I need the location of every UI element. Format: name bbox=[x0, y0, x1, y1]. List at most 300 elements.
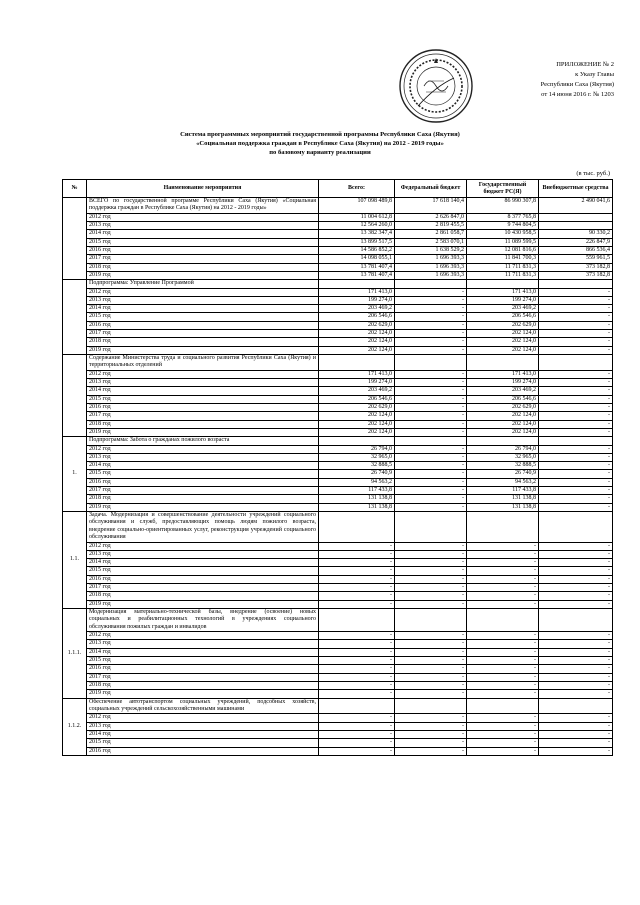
year-regional-cell: 32 965,0 bbox=[467, 453, 539, 461]
year-regional-cell: 32 888,5 bbox=[467, 462, 539, 470]
year-total-cell: 202 124,0 bbox=[319, 428, 395, 436]
year-regional-cell: - bbox=[467, 567, 539, 575]
year-regional-cell: - bbox=[467, 648, 539, 656]
year-row bbox=[63, 665, 613, 673]
year-total-cell: - bbox=[319, 542, 395, 550]
year-row bbox=[63, 247, 613, 255]
year-federal-cell: - bbox=[395, 730, 467, 738]
year-row bbox=[63, 222, 613, 230]
year-extra-cell: - bbox=[539, 542, 613, 550]
column-header: Всего: bbox=[319, 180, 395, 198]
year-row bbox=[63, 722, 613, 730]
year-extra-cell: - bbox=[539, 503, 613, 511]
year-federal-cell: - bbox=[395, 575, 467, 583]
year-label: 2016 год bbox=[87, 321, 319, 329]
section-total-cell bbox=[319, 511, 395, 542]
year-federal-cell: - bbox=[395, 673, 467, 681]
year-total-cell: 26 740,9 bbox=[319, 470, 395, 478]
year-label: 2015 год bbox=[87, 395, 319, 403]
appendix-line: от 14 июня 2016 г. № 1203 bbox=[541, 91, 614, 98]
year-row bbox=[63, 271, 613, 279]
year-regional-cell: 202 124,0 bbox=[467, 412, 539, 420]
year-extra-cell: - bbox=[539, 330, 613, 338]
year-total-cell: - bbox=[319, 567, 395, 575]
section-extra-cell bbox=[539, 511, 613, 542]
year-extra-cell bbox=[539, 222, 613, 230]
year-label: 2014 год bbox=[87, 648, 319, 656]
section-regional-cell bbox=[467, 437, 539, 445]
year-total-cell: 12 564 260,0 bbox=[319, 222, 395, 230]
year-federal-cell: - bbox=[395, 600, 467, 608]
year-row bbox=[63, 255, 613, 263]
year-label: 2016 год bbox=[87, 747, 319, 755]
year-extra-cell: - bbox=[539, 567, 613, 575]
year-regional-cell: 202 124,0 bbox=[467, 420, 539, 428]
year-regional-cell: - bbox=[467, 559, 539, 567]
year-regional-cell: - bbox=[467, 550, 539, 558]
year-row bbox=[63, 673, 613, 681]
year-regional-cell: - bbox=[467, 657, 539, 665]
year-label: 2013 год bbox=[87, 379, 319, 387]
section-extra-cell bbox=[539, 608, 613, 631]
year-extra-cell: - bbox=[539, 470, 613, 478]
year-federal-cell: 1 638 529,2 bbox=[395, 247, 467, 255]
year-federal-cell: 2 626 847,0 bbox=[395, 213, 467, 221]
year-label: 2014 год bbox=[87, 462, 319, 470]
year-total-cell: 13 781 407,4 bbox=[319, 263, 395, 271]
year-federal-cell: - bbox=[395, 747, 467, 755]
year-regional-cell: 8 377 765,8 bbox=[467, 213, 539, 221]
year-federal-cell: 1 696 393,3 bbox=[395, 255, 467, 263]
year-total-cell: 13 781 407,4 bbox=[319, 271, 395, 279]
year-total-cell: - bbox=[319, 600, 395, 608]
year-extra-cell: - bbox=[539, 600, 613, 608]
section-federal-cell bbox=[395, 437, 467, 445]
year-total-cell: - bbox=[319, 722, 395, 730]
year-row bbox=[63, 338, 613, 346]
year-federal-cell: - bbox=[395, 453, 467, 461]
year-label: 2017 год bbox=[87, 487, 319, 495]
year-extra-cell: - bbox=[539, 487, 613, 495]
section-row bbox=[63, 198, 613, 214]
year-total-cell: - bbox=[319, 665, 395, 673]
year-extra-cell: - bbox=[539, 338, 613, 346]
year-regional-cell: 203 469,2 bbox=[467, 305, 539, 313]
year-federal-cell: 2 819 455,5 bbox=[395, 222, 467, 230]
year-row bbox=[63, 263, 613, 271]
year-total-cell: 202 124,0 bbox=[319, 346, 395, 354]
year-label: 2013 год bbox=[87, 453, 319, 461]
year-extra-cell: - bbox=[539, 665, 613, 673]
year-row bbox=[63, 428, 613, 436]
section-extra-cell: 2 490 041,6 bbox=[539, 198, 613, 214]
year-label: 2012 год bbox=[87, 542, 319, 550]
section-row bbox=[63, 437, 613, 445]
year-row bbox=[63, 690, 613, 698]
year-label: 2019 год bbox=[87, 503, 319, 511]
year-total-cell: - bbox=[319, 632, 395, 640]
year-federal-cell: - bbox=[395, 714, 467, 722]
year-regional-cell: 202 124,0 bbox=[467, 346, 539, 354]
official-seal bbox=[398, 48, 474, 124]
year-label: 2015 год bbox=[87, 313, 319, 321]
year-label: 2016 год bbox=[87, 665, 319, 673]
title-line: Система программных мероприятий государственной программы Республики Саха (Якутия) bbox=[180, 131, 460, 138]
section-name: Модернизация материально-технической базы, внедрение (освоение) новых социальных и реабилитационных технологий в учреждениях социального обслуживания пожилых граждан и инвалидов bbox=[87, 608, 319, 631]
year-federal-cell: - bbox=[395, 370, 467, 378]
year-total-cell: 202 629,0 bbox=[319, 321, 395, 329]
year-regional-cell: - bbox=[467, 739, 539, 747]
year-total-cell: - bbox=[319, 714, 395, 722]
year-regional-cell: - bbox=[467, 673, 539, 681]
year-total-cell: - bbox=[319, 648, 395, 656]
year-label: 2018 год bbox=[87, 495, 319, 503]
appendix-line: ПРИЛОЖЕНИЕ № 2 bbox=[556, 61, 614, 68]
year-row bbox=[63, 657, 613, 665]
section-row bbox=[63, 280, 613, 288]
year-row bbox=[63, 550, 613, 558]
year-total-cell: 13 382 347,4 bbox=[319, 230, 395, 238]
year-label: 2018 год bbox=[87, 592, 319, 600]
year-label: 2016 год bbox=[87, 478, 319, 486]
year-regional-cell: 171 413,0 bbox=[467, 288, 539, 296]
year-row bbox=[63, 288, 613, 296]
year-extra-cell: - bbox=[539, 379, 613, 387]
year-label: 2012 год bbox=[87, 632, 319, 640]
year-row bbox=[63, 346, 613, 354]
year-federal-cell: - bbox=[395, 495, 467, 503]
year-regional-cell: - bbox=[467, 681, 539, 689]
year-regional-cell: 10 430 958,5 bbox=[467, 230, 539, 238]
section-regional-cell: 86 990 307,8 bbox=[467, 198, 539, 214]
year-extra-cell: 373 182,8 bbox=[539, 271, 613, 279]
year-regional-cell: - bbox=[467, 722, 539, 730]
year-row bbox=[63, 387, 613, 395]
section-federal-cell bbox=[395, 511, 467, 542]
year-regional-cell: - bbox=[467, 592, 539, 600]
year-row bbox=[63, 632, 613, 640]
year-total-cell: 206 546,6 bbox=[319, 395, 395, 403]
year-label: 2019 год bbox=[87, 690, 319, 698]
year-row bbox=[63, 412, 613, 420]
year-federal-cell: - bbox=[395, 478, 467, 486]
year-extra-cell: - bbox=[539, 673, 613, 681]
year-total-cell: 202 629,0 bbox=[319, 403, 395, 411]
section-row bbox=[63, 608, 613, 631]
section-extra-cell bbox=[539, 280, 613, 288]
year-row bbox=[63, 730, 613, 738]
year-federal-cell: - bbox=[395, 542, 467, 550]
year-row bbox=[63, 321, 613, 329]
year-federal-cell: - bbox=[395, 445, 467, 453]
column-header: Федеральный бюджет bbox=[395, 180, 467, 198]
year-federal-cell: - bbox=[395, 657, 467, 665]
year-label: 2019 год bbox=[87, 346, 319, 354]
year-total-cell: 26 794,0 bbox=[319, 445, 395, 453]
section-row bbox=[63, 354, 613, 370]
year-label: 2012 год bbox=[87, 445, 319, 453]
year-total-cell: 94 563,2 bbox=[319, 478, 395, 486]
year-extra-cell: - bbox=[539, 403, 613, 411]
year-extra-cell: - bbox=[539, 288, 613, 296]
year-row bbox=[63, 487, 613, 495]
year-extra-cell bbox=[539, 213, 613, 221]
year-row bbox=[63, 495, 613, 503]
year-regional-cell: - bbox=[467, 730, 539, 738]
section-number: 1.1.2. bbox=[63, 698, 87, 755]
year-extra-cell: 373 182,8 bbox=[539, 263, 613, 271]
year-row bbox=[63, 395, 613, 403]
section-name: ВСЕГО по государственной программе Республики Саха (Якутия) «Социальная поддержка граждан в Республике Саха (Якутия) на 2012 - 2019 годы» bbox=[87, 198, 319, 214]
year-federal-cell: - bbox=[395, 648, 467, 656]
year-regional-cell: 206 546,6 bbox=[467, 395, 539, 403]
section-regional-cell bbox=[467, 698, 539, 714]
section-row bbox=[63, 511, 613, 542]
year-row bbox=[63, 584, 613, 592]
year-extra-cell: 226 847,9 bbox=[539, 238, 613, 246]
year-federal-cell: - bbox=[395, 305, 467, 313]
year-regional-cell: - bbox=[467, 575, 539, 583]
year-federal-cell: - bbox=[395, 632, 467, 640]
unit-note: (в тыс. руб.) bbox=[576, 170, 610, 177]
section-federal-cell bbox=[395, 354, 467, 370]
year-federal-cell: 1 696 393,3 bbox=[395, 263, 467, 271]
year-total-cell: 131 138,8 bbox=[319, 495, 395, 503]
year-regional-cell: 11 711 831,3 bbox=[467, 271, 539, 279]
year-label: 2018 год bbox=[87, 681, 319, 689]
year-label: 2013 год bbox=[87, 640, 319, 648]
year-label: 2012 год bbox=[87, 288, 319, 296]
year-total-cell: 117 433,8 bbox=[319, 487, 395, 495]
year-row bbox=[63, 503, 613, 511]
section-name: Подпрограмма: Управление Программой bbox=[87, 280, 319, 288]
year-row bbox=[63, 313, 613, 321]
section-regional-cell bbox=[467, 354, 539, 370]
year-label: 2017 год bbox=[87, 584, 319, 592]
section-total-cell bbox=[319, 608, 395, 631]
title-line: по базовому варианту реализации bbox=[269, 149, 371, 156]
year-total-cell: - bbox=[319, 730, 395, 738]
year-label: 2012 год bbox=[87, 370, 319, 378]
year-federal-cell: - bbox=[395, 338, 467, 346]
year-total-cell: - bbox=[319, 657, 395, 665]
year-total-cell: 14 586 852,2 bbox=[319, 247, 395, 255]
year-label: 2014 год bbox=[87, 387, 319, 395]
year-row bbox=[63, 305, 613, 313]
year-federal-cell: - bbox=[395, 462, 467, 470]
year-extra-cell: - bbox=[539, 575, 613, 583]
section-total-cell bbox=[319, 698, 395, 714]
year-federal-cell: - bbox=[395, 722, 467, 730]
year-label: 2013 год bbox=[87, 222, 319, 230]
year-regional-cell: - bbox=[467, 665, 539, 673]
year-federal-cell: - bbox=[395, 640, 467, 648]
section-number: 1.1. bbox=[63, 511, 87, 608]
year-row bbox=[63, 296, 613, 304]
section-number: 1. bbox=[63, 437, 87, 512]
table-body bbox=[63, 198, 613, 756]
year-federal-cell: - bbox=[395, 330, 467, 338]
year-extra-cell: - bbox=[539, 453, 613, 461]
year-regional-cell: 206 546,6 bbox=[467, 313, 539, 321]
year-federal-cell: - bbox=[395, 592, 467, 600]
section-name: Обеспечение автотранспортом социальных учреждений, подсобных хозяйств, социальных учреждений сельскохозяйственными машинами bbox=[87, 698, 319, 714]
year-extra-cell: - bbox=[539, 387, 613, 395]
section-number bbox=[63, 280, 87, 355]
year-total-cell: - bbox=[319, 559, 395, 567]
year-label: 2014 год bbox=[87, 305, 319, 313]
year-row bbox=[63, 567, 613, 575]
year-row bbox=[63, 470, 613, 478]
year-federal-cell: - bbox=[395, 412, 467, 420]
year-label: 2013 год bbox=[87, 550, 319, 558]
year-total-cell: 171 413,0 bbox=[319, 288, 395, 296]
year-regional-cell: 199 274,0 bbox=[467, 379, 539, 387]
year-regional-cell: - bbox=[467, 542, 539, 550]
section-federal-cell bbox=[395, 608, 467, 631]
year-federal-cell: - bbox=[395, 567, 467, 575]
year-extra-cell: - bbox=[539, 681, 613, 689]
year-row bbox=[63, 714, 613, 722]
year-federal-cell: 2 861 058,7 bbox=[395, 230, 467, 238]
year-federal-cell: - bbox=[395, 428, 467, 436]
section-number bbox=[63, 198, 87, 280]
column-header: Наименование мероприятия bbox=[87, 180, 319, 198]
year-label: 2015 год bbox=[87, 739, 319, 747]
year-extra-cell: - bbox=[539, 640, 613, 648]
title-line: «Социальная поддержка граждан в Республике Саха (Якутия) на 2012 - 2019 годы» bbox=[196, 140, 444, 147]
section-regional-cell bbox=[467, 511, 539, 542]
year-extra-cell: 559 961,5 bbox=[539, 255, 613, 263]
year-extra-cell: - bbox=[539, 584, 613, 592]
year-label: 2014 год bbox=[87, 730, 319, 738]
year-regional-cell: 131 138,8 bbox=[467, 503, 539, 511]
year-federal-cell: - bbox=[395, 379, 467, 387]
year-federal-cell: - bbox=[395, 313, 467, 321]
year-total-cell: 206 546,6 bbox=[319, 313, 395, 321]
year-extra-cell: - bbox=[539, 412, 613, 420]
year-extra-cell: - bbox=[539, 296, 613, 304]
year-regional-cell: 199 274,0 bbox=[467, 296, 539, 304]
year-row bbox=[63, 238, 613, 246]
year-total-cell: - bbox=[319, 681, 395, 689]
year-regional-cell: 202 124,0 bbox=[467, 428, 539, 436]
year-total-cell: - bbox=[319, 584, 395, 592]
year-label: 2016 год bbox=[87, 403, 319, 411]
year-total-cell: - bbox=[319, 747, 395, 755]
year-regional-cell: - bbox=[467, 600, 539, 608]
year-row bbox=[63, 681, 613, 689]
year-extra-cell: - bbox=[539, 550, 613, 558]
section-row bbox=[63, 698, 613, 714]
year-row bbox=[63, 640, 613, 648]
year-total-cell: 202 124,0 bbox=[319, 338, 395, 346]
program-table bbox=[62, 179, 613, 756]
year-total-cell: 203 469,2 bbox=[319, 305, 395, 313]
year-label: 2013 год bbox=[87, 722, 319, 730]
year-extra-cell: - bbox=[539, 428, 613, 436]
year-regional-cell: 26 740,9 bbox=[467, 470, 539, 478]
section-federal-cell: 17 618 140,4 bbox=[395, 198, 467, 214]
year-federal-cell: 2 583 070,1 bbox=[395, 238, 467, 246]
year-extra-cell: - bbox=[539, 632, 613, 640]
appendix-line: к Указу Главы bbox=[575, 71, 614, 78]
year-label: 2015 год bbox=[87, 470, 319, 478]
year-total-cell: 202 124,0 bbox=[319, 412, 395, 420]
year-label: 2012 год bbox=[87, 213, 319, 221]
year-extra-cell: - bbox=[539, 690, 613, 698]
year-extra-cell: - bbox=[539, 478, 613, 486]
year-row bbox=[63, 230, 613, 238]
document-title bbox=[60, 130, 580, 157]
year-label: 2016 год bbox=[87, 575, 319, 583]
year-label: 2013 год bbox=[87, 296, 319, 304]
year-total-cell: 171 413,0 bbox=[319, 370, 395, 378]
section-regional-cell bbox=[467, 608, 539, 631]
year-federal-cell: - bbox=[395, 420, 467, 428]
year-label: 2019 год bbox=[87, 600, 319, 608]
year-row bbox=[63, 739, 613, 747]
year-row bbox=[63, 747, 613, 755]
year-regional-cell: 203 469,2 bbox=[467, 387, 539, 395]
year-extra-cell: - bbox=[539, 370, 613, 378]
year-row bbox=[63, 379, 613, 387]
year-extra-cell: - bbox=[539, 714, 613, 722]
column-header: № bbox=[63, 180, 87, 198]
year-regional-cell: - bbox=[467, 640, 539, 648]
year-federal-cell: - bbox=[395, 681, 467, 689]
year-extra-cell: - bbox=[539, 730, 613, 738]
year-extra-cell: 866 536,4 bbox=[539, 247, 613, 255]
year-total-cell: 199 274,0 bbox=[319, 296, 395, 304]
year-label: 2014 год bbox=[87, 559, 319, 567]
section-federal-cell bbox=[395, 280, 467, 288]
year-federal-cell: - bbox=[395, 470, 467, 478]
year-total-cell: - bbox=[319, 575, 395, 583]
year-total-cell: - bbox=[319, 550, 395, 558]
year-regional-cell: 202 124,0 bbox=[467, 330, 539, 338]
year-label: 2015 год bbox=[87, 567, 319, 575]
year-extra-cell: - bbox=[539, 321, 613, 329]
year-row bbox=[63, 403, 613, 411]
year-regional-cell: 12 081 816,6 bbox=[467, 247, 539, 255]
year-regional-cell: 94 563,2 bbox=[467, 478, 539, 486]
year-total-cell: - bbox=[319, 673, 395, 681]
year-extra-cell: - bbox=[539, 462, 613, 470]
year-regional-cell: - bbox=[467, 747, 539, 755]
year-regional-cell: - bbox=[467, 632, 539, 640]
year-extra-cell: - bbox=[539, 747, 613, 755]
appendix-block bbox=[474, 60, 614, 100]
year-total-cell: - bbox=[319, 739, 395, 747]
column-header: Государственный бюджет РС(Я) bbox=[467, 180, 539, 198]
year-total-cell: 32 965,0 bbox=[319, 453, 395, 461]
year-total-cell: - bbox=[319, 690, 395, 698]
year-extra-cell: - bbox=[539, 559, 613, 567]
year-row bbox=[63, 600, 613, 608]
year-regional-cell: 117 433,8 bbox=[467, 487, 539, 495]
year-regional-cell: 202 124,0 bbox=[467, 338, 539, 346]
year-label: 2015 год bbox=[87, 657, 319, 665]
year-row bbox=[63, 575, 613, 583]
year-row bbox=[63, 559, 613, 567]
year-label: 2018 год bbox=[87, 420, 319, 428]
year-label: 2017 год bbox=[87, 412, 319, 420]
year-federal-cell: - bbox=[395, 739, 467, 747]
year-row bbox=[63, 445, 613, 453]
year-total-cell: 202 124,0 bbox=[319, 330, 395, 338]
year-federal-cell: 1 696 393,3 bbox=[395, 271, 467, 279]
